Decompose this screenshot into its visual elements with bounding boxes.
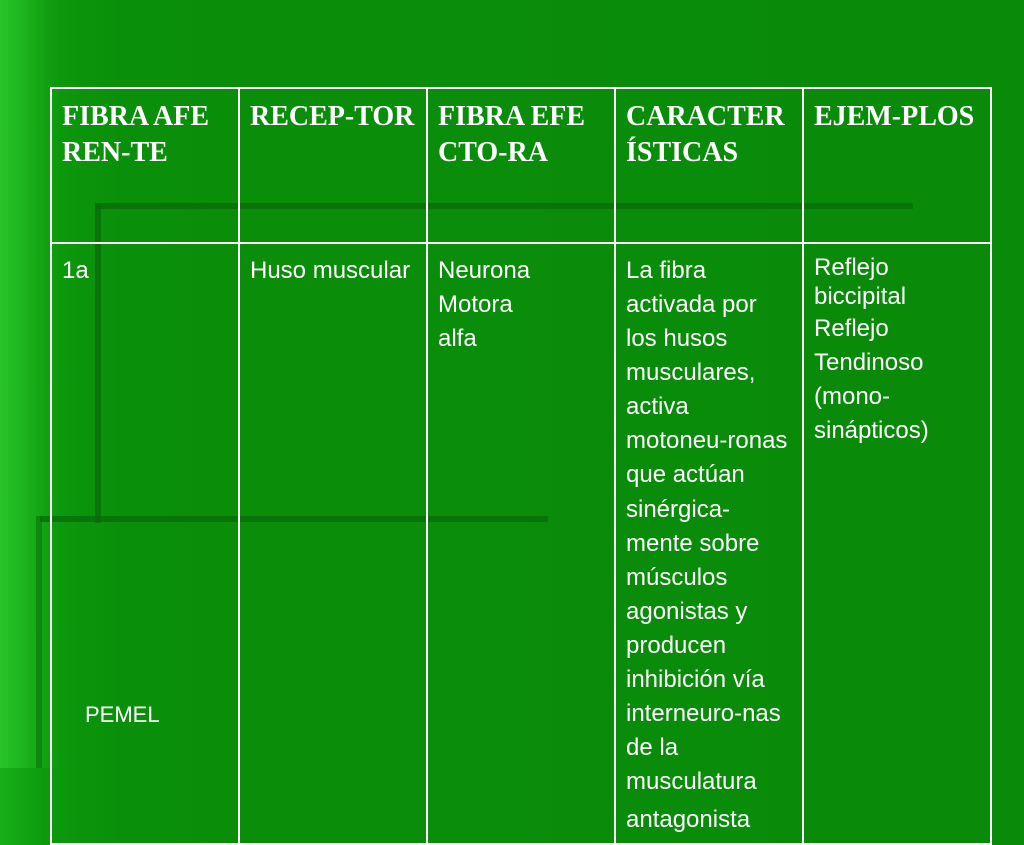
cell-effector-fiber [427, 243, 615, 844]
table-row [51, 243, 991, 844]
effector-line-1: Neurona [438, 257, 531, 284]
header-characteristics: CARACTERÍSTICAS [615, 88, 803, 243]
cell-characteristics [615, 243, 803, 844]
reflex-table [50, 87, 992, 845]
cell-afferent-fiber: 1a [51, 243, 239, 844]
table-header-row [51, 88, 991, 243]
header-receptor: RECEP-TOR [239, 88, 427, 243]
header-afferent-fiber: FIBRA AFEREN-TE [51, 88, 239, 243]
example-line-5: sinápticos) [814, 416, 929, 444]
header-effector-fiber: FIBRA EFECTO-RA [427, 88, 615, 243]
header-examples: EJEM-PLOS [803, 88, 991, 243]
decorative-bar-vertical-left [36, 516, 42, 768]
footer-label: PEMEL [85, 702, 160, 727]
characteristics-last-word: antagonista [626, 806, 751, 834]
example-line-1: Reflejo biccipital [814, 254, 907, 310]
example-line-3: Tendinoso [814, 348, 924, 376]
effector-line-3: alfa [438, 325, 477, 353]
example-line-2: Reflejo [814, 314, 889, 342]
example-line-4: (mono- [814, 382, 891, 410]
cell-receptor: Huso muscular [239, 243, 427, 844]
effector-line-2: Motora [438, 291, 513, 319]
characteristics-text: La fibra activada por los husos musculares, activa motoneu-ronas que actúan sinérgica-mente sobre músculos agonistas y producen inhibición vía interneuro-nas de la musculatura [626, 257, 788, 796]
cell-examples [803, 243, 991, 844]
